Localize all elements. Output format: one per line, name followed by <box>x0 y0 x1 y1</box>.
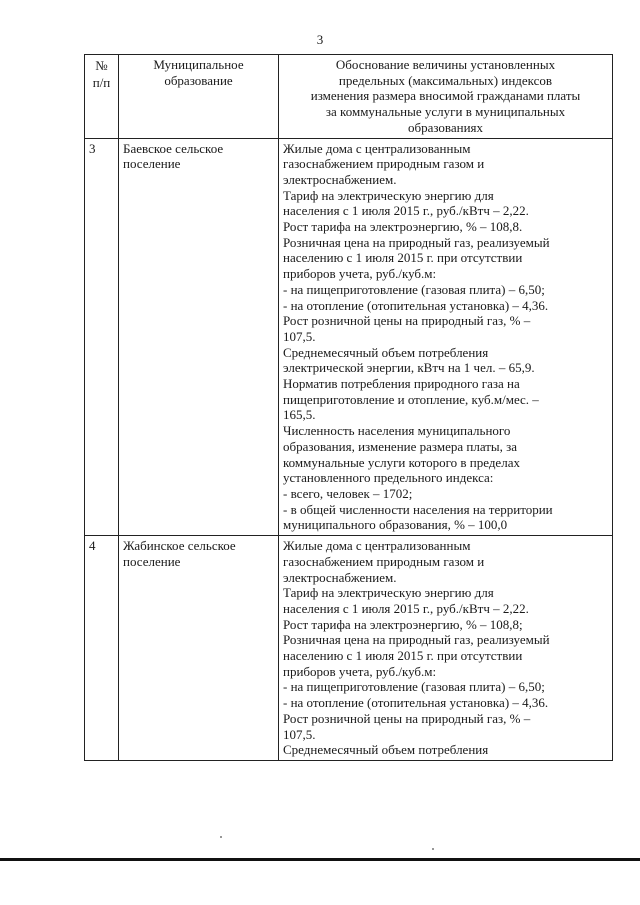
justification-line: Тариф на электрическую энергию для <box>283 585 494 601</box>
justification-line: 165,5. <box>283 407 316 423</box>
justification-line: Среднемесячный объем потребления <box>283 344 489 360</box>
justification-line: 107,5. <box>283 328 316 344</box>
justification-line: Рост тарифа на электроэнергию, % – 108,8. <box>283 219 523 235</box>
justification-line: электрической энергии, кВтч на 1 чел. – 65,9. <box>283 360 535 376</box>
row-municipality <box>119 138 279 536</box>
header-line: за коммунальные услуги в муниципальных <box>325 104 566 120</box>
justification-line: Численность населения муниципального <box>283 423 511 439</box>
justification-line: населению с 1 июля 2015 г. при отсутствии <box>283 648 523 664</box>
municipality-line: Жабинское сельское <box>123 538 236 554</box>
header-line: № <box>95 58 108 73</box>
header-line: Муниципальное <box>153 57 244 72</box>
justification-line: - на отопление (отопительная установка) – 4,36. <box>283 297 549 313</box>
header-line: п/п <box>92 75 111 90</box>
page-number: 3 <box>316 32 324 47</box>
justification-line: электроснабжением. <box>283 171 397 187</box>
scan-speck <box>432 848 434 850</box>
header-number <box>85 55 119 139</box>
table-row <box>85 536 613 761</box>
justification-line: Розничная цена на природный газ, реализуемый <box>283 632 550 648</box>
justification-line: Тариф на электрическую энергию для <box>283 187 494 203</box>
justification-line: - всего, человек – 1702; <box>283 485 413 501</box>
justification-line: коммунальные услуги которого в пределах <box>283 454 520 470</box>
justification-line: образования, изменение размера платы, за <box>283 438 518 454</box>
scan-speck <box>220 836 222 838</box>
tariff-table <box>84 54 613 761</box>
header-justification <box>279 55 613 139</box>
justification-line: Норматив потребления природного газа на <box>283 376 520 392</box>
municipality-line: поселение <box>123 156 181 172</box>
justification-line: Рост тарифа на электроэнергию, % – 108,8; <box>283 616 523 632</box>
justification-line: муниципального образования, % – 100,0 <box>283 517 508 533</box>
row-municipality <box>119 536 279 761</box>
table-header-row <box>85 55 613 139</box>
municipality-line: Баевское сельское <box>123 140 224 156</box>
justification-line: газоснабжением природным газом и <box>283 553 485 569</box>
municipality-line: поселение <box>123 553 181 569</box>
justification-line: населения с 1 июля 2015 г., руб./кВтч – 2,22. <box>283 203 529 219</box>
justification-line: Среднемесячный объем потребления <box>283 742 489 758</box>
justification-line: приборов учета, руб./куб.м: <box>283 663 437 679</box>
page-bottom-rule <box>0 858 640 861</box>
justification-line: Рост розничной цены на природный газ, % – <box>283 313 531 329</box>
row-number: 3 <box>85 138 119 536</box>
justification-line: - на пищеприготовление (газовая плита) – 6,50; <box>283 281 545 297</box>
row-number: 4 <box>85 536 119 761</box>
header-line: Обоснование величины установленных <box>335 57 556 72</box>
row-justification <box>279 138 613 536</box>
justification-line: Жилые дома с централизованным <box>283 140 471 156</box>
justification-line: установленного предельного индекса: <box>283 470 494 486</box>
table-row <box>85 138 613 536</box>
justification-line: Рост розничной цены на природный газ, % – <box>283 710 531 726</box>
header-line: образование <box>164 72 233 88</box>
justification-line: Розничная цена на природный газ, реализуемый <box>283 234 550 250</box>
justification-line: населения с 1 июля 2015 г., руб./кВтч – 2,22. <box>283 600 529 616</box>
justification-line: Жилые дома с централизованным <box>283 538 471 554</box>
justification-line: - на отопление (отопительная установка) – 4,36. <box>283 695 549 711</box>
header-line: образованиях <box>407 119 484 135</box>
justification-line: пищеприготовление и отопление, куб.м/мес. – <box>283 391 539 407</box>
header-line: предельных (максимальных) индексов <box>338 72 553 88</box>
row-justification <box>279 536 613 761</box>
justification-line: газоснабжением природным газом и <box>283 156 485 172</box>
header-municipality <box>119 55 279 139</box>
header-line: изменения размера вносимой гражданами платы <box>310 88 581 104</box>
justification-line: населению с 1 июля 2015 г. при отсутствии <box>283 250 523 266</box>
justification-line: - в общей численности населения на территории <box>283 501 553 517</box>
justification-line: приборов учета, руб./куб.м: <box>283 266 437 282</box>
justification-line: 107,5. <box>283 726 316 742</box>
justification-line: - на пищеприготовление (газовая плита) – 6,50; <box>283 679 545 695</box>
justification-line: электроснабжением. <box>283 569 397 585</box>
